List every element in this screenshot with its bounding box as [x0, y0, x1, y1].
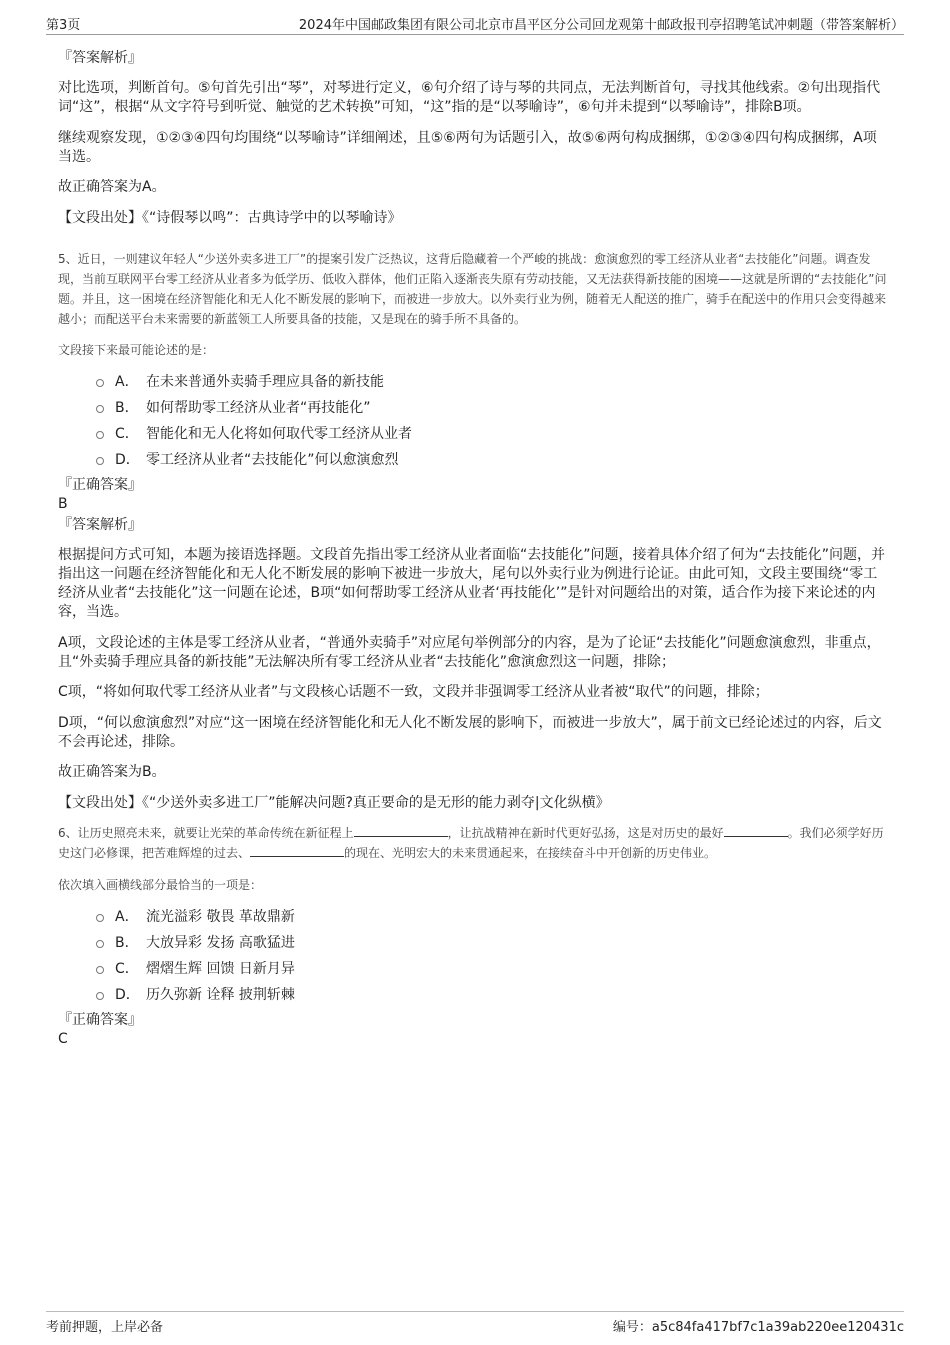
radio-icon[interactable]	[96, 914, 104, 922]
analysis-label: 『答案解析』	[58, 50, 142, 66]
option-c[interactable]	[58, 421, 890, 447]
question-5-options	[58, 369, 890, 473]
radio-icon[interactable]	[96, 431, 104, 439]
analysis-paragraph: 对比选项，判断首句。⑤句首先引出“琴”，对琴进行定义，⑥句介绍了诗与琴的共同点，无法判断首句，寻找其他线索。②句出现指代词“这”，根据“从文字符号到听觉、触觉的艺术转换”可知，“这”指的是“以琴喻诗”，⑥句并未提到“以琴喻诗”，排除B项。	[58, 80, 881, 115]
blank-3	[250, 844, 344, 857]
page-header	[46, 14, 904, 35]
analysis-label: 『答案解析』	[58, 517, 142, 533]
question-6-options	[58, 904, 890, 1008]
question-6-segment: 。我们必须学好历史这门必修课，把苦难辉煌的过去、	[58, 826, 884, 860]
analysis-paragraph: C项，“将如何取代零工经济从业者”与文段核心话题不一致，文段并非强调零工经济从业者被“取代”的问题，排除；	[58, 684, 769, 700]
option-b[interactable]	[58, 930, 890, 956]
option-text: 流光溢彩 敬畏 革故鼎新	[146, 909, 295, 925]
radio-icon[interactable]	[96, 457, 104, 465]
blank-2	[724, 824, 788, 837]
page-footer	[46, 1311, 904, 1336]
question-6-segment: ，让抗战精神在新时代更好弘扬，这是对历史的最好	[447, 826, 724, 840]
question-6-segment: 6、让历史照亮未来，就要让光荣的革命传统在新征程上	[58, 826, 354, 840]
passage-source: 【文段出处】《“诗假琴以鸣”：古典诗学中的以琴喻诗》	[58, 210, 402, 226]
option-d[interactable]	[58, 982, 890, 1008]
analysis-paragraph: 根据提问方式可知，本题为接语选择题。文段首先指出零工经济从业者面临“去技能化”问题，接着具体介绍了何为“去技能化”问题，并指出这一问题在经济智能化和无人化不断发展的影响下被进一步放大，尾句以外卖行业为例进行论证。由此可知，文段主要围绕“零工经济从业者“去技能化”这一问题在论述，B项“如何帮助零工经济从业者‘再技能化’”是针对问题给出的对策，适合作为接下来论述的内容，当选。	[58, 547, 886, 620]
option-text: 大放异彩 发扬 高歌猛进	[146, 935, 295, 951]
option-text: 零工经济从业者“去技能化”何以愈演愈烈	[146, 452, 399, 468]
radio-icon[interactable]	[96, 992, 104, 1000]
option-c[interactable]	[58, 956, 890, 982]
radio-icon[interactable]	[96, 379, 104, 387]
question-6-segment: 的现在、光明宏大的未来贯通起来，在接续奋斗中开创新的历史伟业。	[344, 846, 717, 860]
passage-source: 【文段出处】《“少送外卖多进工厂”能解决问题?真正要命的是无形的能力剥夺|文化纵横》	[58, 795, 610, 811]
option-text: 历久弥新 诠释 披荆斩棘	[146, 987, 295, 1003]
analysis-paragraph: A项，文段论述的主体是零工经济从业者，“普通外卖骑手”对应尾句举例部分的内容，是为了论证“去技能化”问题愈演愈烈，非重点，且“外卖骑手理应具备的新技能”无法解决所有零工经济从业者“去技能化”愈演愈烈这一问题，排除；	[58, 635, 881, 670]
page-content	[58, 48, 890, 1048]
option-letter: D．	[115, 987, 140, 1003]
analysis-paragraph: D项，“何以愈演愈烈”对应“这一困境在经济智能化和无人化不断发展的影响下，而被进一步放大”，属于前文已经论述过的内容，后文不会再论述，排除。	[58, 715, 882, 750]
analysis-paragraph: 继续观察发现，①②③④四句均围绕“以琴喻诗”详细阐述，且⑤⑥两句为话题引入，故⑤⑥两句构成捆绑，①②③④四句构成捆绑，A项当选。	[58, 130, 877, 165]
correct-answer-label: 『正确答案』	[58, 1012, 142, 1028]
option-letter: C．	[115, 961, 139, 977]
question-6-prompt: 依次填入画横线部分最恰当的一项是：	[58, 878, 263, 892]
analysis-conclusion: 故正确答案为B。	[58, 764, 166, 780]
page-number: 第3页	[46, 18, 81, 33]
option-letter: B．	[115, 935, 139, 951]
option-letter: A．	[115, 374, 139, 390]
option-text: 在未来普通外卖骑手理应具备的新技能	[146, 374, 384, 390]
correct-answer: B	[58, 496, 68, 512]
option-letter: C．	[115, 426, 139, 442]
option-letter: A．	[115, 909, 139, 925]
document-id: 编号：a5c84fa417bf7c1a39ab220ee120431c	[612, 1320, 904, 1335]
option-b[interactable]	[58, 395, 890, 421]
option-text: 智能化和无人化将如何取代零工经济从业者	[146, 426, 412, 442]
correct-answer: C	[58, 1031, 68, 1047]
radio-icon[interactable]	[96, 940, 104, 948]
radio-icon[interactable]	[96, 966, 104, 974]
radio-icon[interactable]	[96, 405, 104, 413]
option-a[interactable]	[58, 369, 890, 395]
option-d[interactable]	[58, 447, 890, 473]
question-5-prompt: 文段接下来最可能论述的是：	[58, 343, 215, 357]
option-letter: B．	[115, 400, 139, 416]
blank-1	[354, 824, 448, 837]
correct-answer-label: 『正确答案』	[58, 477, 142, 493]
option-letter: D．	[115, 452, 140, 468]
question-6-text	[58, 823, 890, 863]
analysis-conclusion: 故正确答案为A。	[58, 179, 166, 195]
document-title: 2024年中国邮政集团有限公司北京市昌平区分公司回龙观第十邮政报刊亭招聘笔试冲刺题（带答案解析）	[298, 18, 904, 33]
option-text: 如何帮助零工经济从业者“再技能化”	[146, 400, 371, 416]
option-a[interactable]	[58, 904, 890, 930]
option-text: 熠熠生辉 回馈 日新月异	[146, 961, 295, 977]
footer-slogan: 考前押题，上岸必备	[46, 1320, 164, 1335]
question-5-text: 5、近日，一则建议年轻人“少送外卖多进工厂”的提案引发广泛热议，这背后隐藏着一个严峻的挑战：愈演愈烈的零工经济从业者“去技能化”问题。调查发现，当前互联网平台零工经济从业者多为低学历、低收入群体，他们正陷入逐渐丧失原有劳动技能，又无法获得新技能的困境——这就是所谓的“去技能化”问题。并且，这一困境在经济智能化和无人化不断发展的影响下，而被进一步放大。以外卖行业为例，随着无人配送的推广，骑手在配送中的作用只会变得越来越小；而配送平台未来需要的新蓝领工人所要具备的技能，又是现在的骑手所不具备的。	[58, 252, 887, 326]
